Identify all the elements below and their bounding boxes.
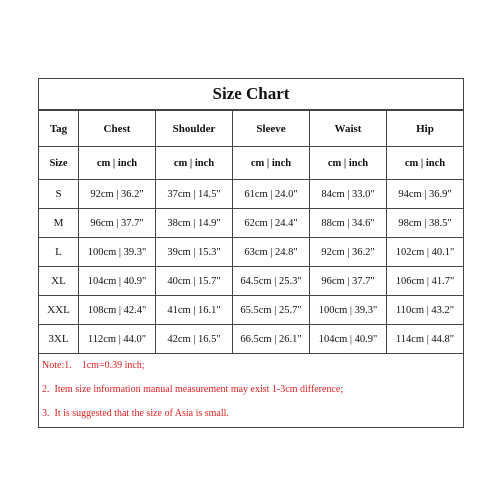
unit-label: cm | inch bbox=[233, 147, 310, 180]
size-table bbox=[38, 110, 464, 354]
table-cell: 92cm | 36.2" bbox=[79, 180, 156, 209]
table-cell: 61cm | 24.0" bbox=[233, 180, 310, 209]
table-cell: 65.5cm | 25.7" bbox=[233, 296, 310, 325]
chart-title: Size Chart bbox=[39, 79, 463, 110]
header-sleeve: Sleeve bbox=[233, 111, 310, 147]
table-cell: 102cm | 40.1" bbox=[387, 238, 464, 267]
table-cell: 100cm | 39.3" bbox=[79, 238, 156, 267]
table-cell: 100cm | 39.3" bbox=[310, 296, 387, 325]
header-shoulder: Shoulder bbox=[156, 111, 233, 147]
size-label: L bbox=[39, 238, 79, 267]
table-cell: 92cm | 36.2" bbox=[310, 238, 387, 267]
unit-label: cm | inch bbox=[310, 147, 387, 180]
note-line: 3. It is suggested that the size of Asia is small. bbox=[42, 408, 229, 419]
table-cell: 110cm | 43.2" bbox=[387, 296, 464, 325]
header-tag: Tag bbox=[39, 111, 79, 147]
note-line: Note:1. 1cm=0.39 inch; bbox=[42, 353, 463, 378]
table-cell: 106cm | 41.7" bbox=[387, 267, 464, 296]
table-row bbox=[39, 267, 464, 296]
notes-section bbox=[39, 353, 463, 426]
table-row bbox=[39, 180, 464, 209]
table-cell: 42cm | 16.5" bbox=[156, 325, 233, 354]
table-cell: 84cm | 33.0" bbox=[310, 180, 387, 209]
table-cell: 40cm | 15.7" bbox=[156, 267, 233, 296]
table-cell: 66.5cm | 26.1" bbox=[233, 325, 310, 354]
size-label: S bbox=[39, 180, 79, 209]
table-cell: 38cm | 14.9" bbox=[156, 209, 233, 238]
table-cell: 39cm | 15.3" bbox=[156, 238, 233, 267]
table-cell: 62cm | 24.4" bbox=[233, 209, 310, 238]
header-waist: Waist bbox=[310, 111, 387, 147]
unit-label: cm | inch bbox=[79, 147, 156, 180]
header-chest: Chest bbox=[79, 111, 156, 147]
table-cell: 64.5cm | 25.3" bbox=[233, 267, 310, 296]
size-label: XXL bbox=[39, 296, 79, 325]
table-cell: 96cm | 37.7" bbox=[310, 267, 387, 296]
table-row bbox=[39, 209, 464, 238]
table-row bbox=[39, 296, 464, 325]
size-chart bbox=[38, 78, 464, 428]
table-cell: 104cm | 40.9" bbox=[310, 325, 387, 354]
header-row-measurements bbox=[39, 111, 464, 147]
size-label: M bbox=[39, 209, 79, 238]
table-cell: 108cm | 42.4" bbox=[79, 296, 156, 325]
table-cell: 96cm | 37.7" bbox=[79, 209, 156, 238]
table-cell: 41cm | 16.1" bbox=[156, 296, 233, 325]
header-row-units bbox=[39, 147, 464, 180]
header-size: Size bbox=[39, 147, 79, 180]
table-row bbox=[39, 325, 464, 354]
unit-label: cm | inch bbox=[156, 147, 233, 180]
table-cell: 112cm | 44.0" bbox=[79, 325, 156, 354]
table-cell: 88cm | 34.6" bbox=[310, 209, 387, 238]
size-label: 3XL bbox=[39, 325, 79, 354]
table-cell: 104cm | 40.9" bbox=[79, 267, 156, 296]
unit-label: cm | inch bbox=[387, 147, 464, 180]
table-cell: 98cm | 38.5" bbox=[387, 209, 464, 238]
table-cell: 94cm | 36.9" bbox=[387, 180, 464, 209]
table-cell: 63cm | 24.8" bbox=[233, 238, 310, 267]
table-row bbox=[39, 238, 464, 267]
note-line: 2. Item size information manual measurement may exist 1-3cm difference; bbox=[42, 384, 344, 395]
table-cell: 37cm | 14.5" bbox=[156, 180, 233, 209]
header-hip: Hip bbox=[387, 111, 464, 147]
size-label: XL bbox=[39, 267, 79, 296]
table-cell: 114cm | 44.8" bbox=[387, 325, 464, 354]
